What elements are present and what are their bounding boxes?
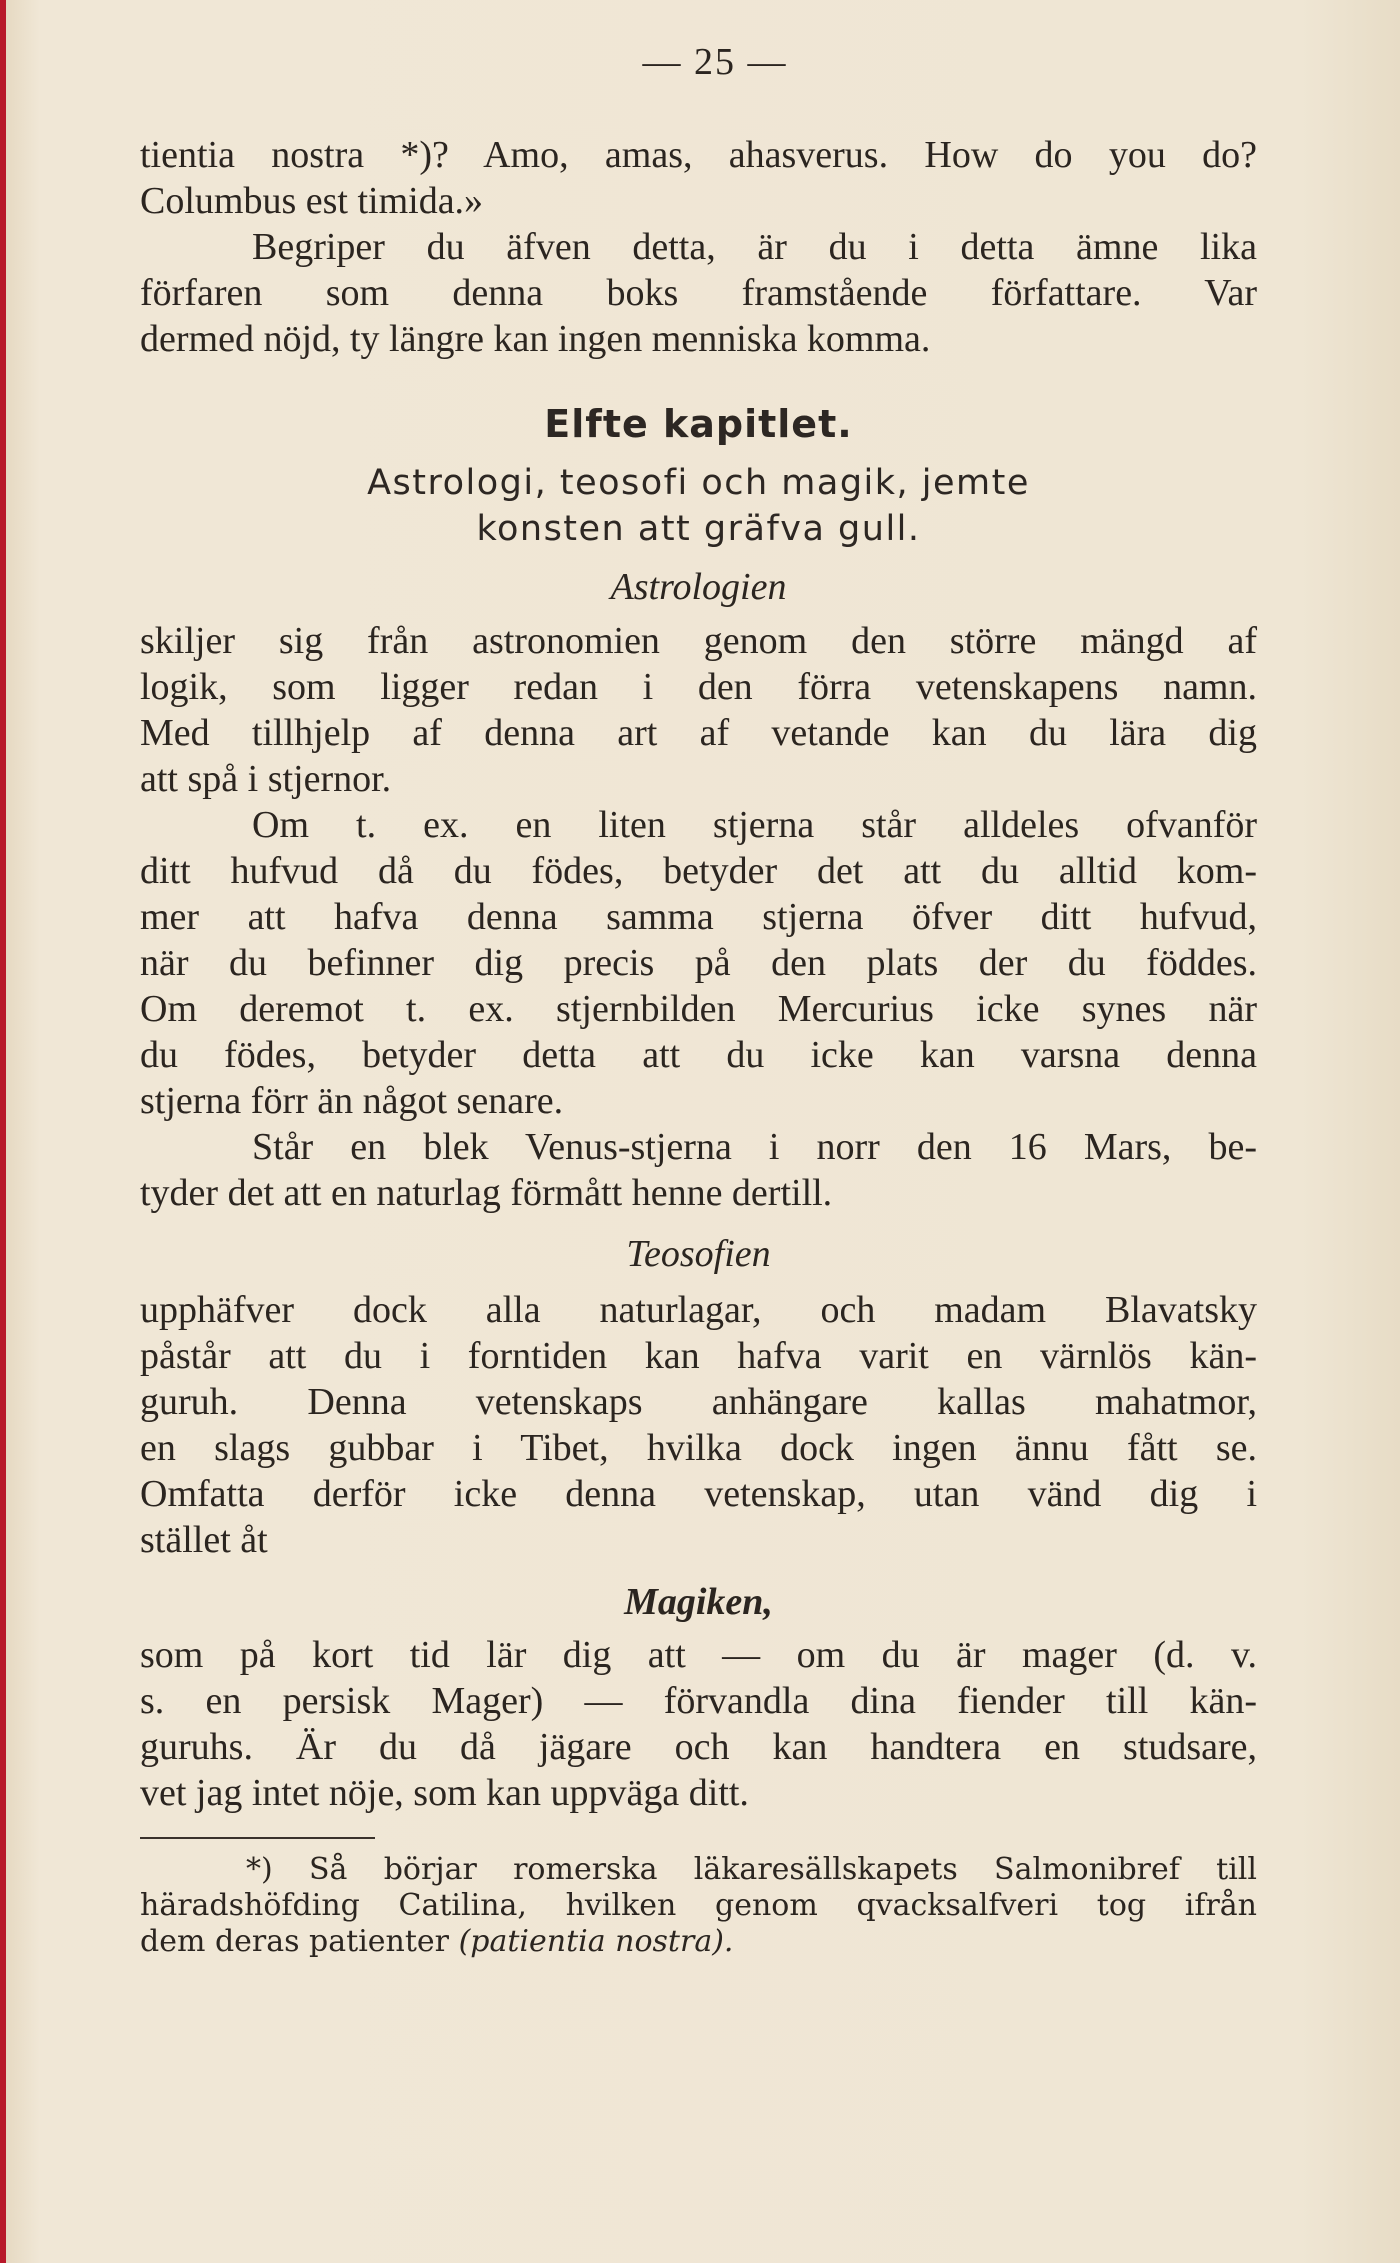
text-line: dermed nöjd, ty längre kan ingen menniska komma. <box>140 318 931 360</box>
text-line: logik, som ligger redan i den förra vetenskapens namn. <box>140 666 1257 708</box>
text-line: skiljer sig från astronomien genom den större mängd af <box>140 620 1257 662</box>
text-line: en slags gubbar i Tibet, hvilka dock ingen ännu fått se. <box>140 1427 1257 1469</box>
footnote-text: dem deras patienter <box>140 1924 459 1959</box>
text-line: påstår att du i forntiden kan hafva varit en värnlös kän- <box>140 1335 1257 1377</box>
text-line: s. en persisk Mager) — förvandla dina fiender till kän- <box>140 1680 1257 1722</box>
text-line: stjerna förr än något senare. <box>140 1080 564 1122</box>
paragraph-opening <box>140 132 1257 362</box>
text-line: stället åt <box>140 1519 268 1561</box>
paragraph-magiken <box>140 1632 1257 1816</box>
text-line: upphäfver dock alla naturlagar, och madam Blavatsky <box>140 1289 1257 1331</box>
footnote <box>140 1852 1257 1960</box>
text-line: att spå i stjernor. <box>140 758 392 800</box>
text-line: guruh. Denna vetenskaps anhängare kallas mahatmor, <box>140 1381 1257 1423</box>
text-line: Står en blek Venus-stjerna i norr den 16 Mars, be- <box>252 1126 1257 1168</box>
text-line: du födes, betyder detta att du icke kan varsna denna <box>140 1034 1257 1076</box>
text-line: tientia nostra *)? Amo, amas, ahasverus. How do you do? <box>140 134 1257 176</box>
chapter-subtitle-line2: konsten att gräfva gull. <box>476 509 921 549</box>
footnote-italic-text: (patientia nostra). <box>458 1924 734 1959</box>
text-line: tyder det att en naturlag förmått henne dertill. <box>140 1172 833 1214</box>
section-heading-teosofien: Teosofien <box>626 1233 771 1275</box>
chapter-subtitle-line1: Astrologi, teosofi och magik, jemte <box>367 463 1030 503</box>
page-number: — 25 — <box>642 41 788 83</box>
text-line: mer att hafva denna samma stjerna öfver ditt hufvud, <box>140 896 1257 938</box>
text-line: Om t. ex. en liten stjerna står alldeles ofvanför <box>252 804 1257 846</box>
text-line: Columbus est timida.» <box>140 180 484 222</box>
footnote-divider <box>140 1837 375 1839</box>
text-line: guruhs. Är du då jägare och kan handtera en studsare, <box>140 1726 1257 1768</box>
page-edge-red <box>0 0 6 2263</box>
text-line: när du befinner dig precis på den plats der du föddes. <box>140 942 1257 984</box>
text-line: vet jag intet nöje, som kan uppväga ditt. <box>140 1772 749 1814</box>
text-line: Omfatta derför icke denna vetenskap, utan vänd dig i <box>140 1473 1257 1515</box>
section-heading-astrologien: Astrologien <box>610 566 787 608</box>
section-heading-magiken: Magiken, <box>624 1581 773 1623</box>
text-line: Om deremot t. ex. stjernbilden Mercurius icke synes när <box>140 988 1257 1030</box>
text-line: förfaren som denna boks framstående författare. Var <box>140 272 1257 314</box>
text-line: som på kort tid lär dig att — om du är mager (d. v. <box>140 1634 1257 1676</box>
text-line: Begriper du äfven detta, är du i detta ämne lika <box>252 226 1257 268</box>
footnote-line: *) Så börjar romerska läkaresällskapets Salmonibref till <box>246 1852 1257 1887</box>
text-line: Med tillhjelp af denna art af vetande kan du lära dig <box>140 712 1257 754</box>
footnote-line: häradshöfding Catilina, hvilken genom qvacksalfveri tog ifrån <box>140 1888 1257 1923</box>
text-line: ditt hufvud då du födes, betyder det att du alltid kom- <box>140 850 1257 892</box>
paragraph-astrologien <box>140 618 1257 1216</box>
footnote-line <box>140 1924 1257 1960</box>
chapter-title: Elfte kapitlet. <box>544 402 853 446</box>
paragraph-teosofien <box>140 1287 1257 1563</box>
